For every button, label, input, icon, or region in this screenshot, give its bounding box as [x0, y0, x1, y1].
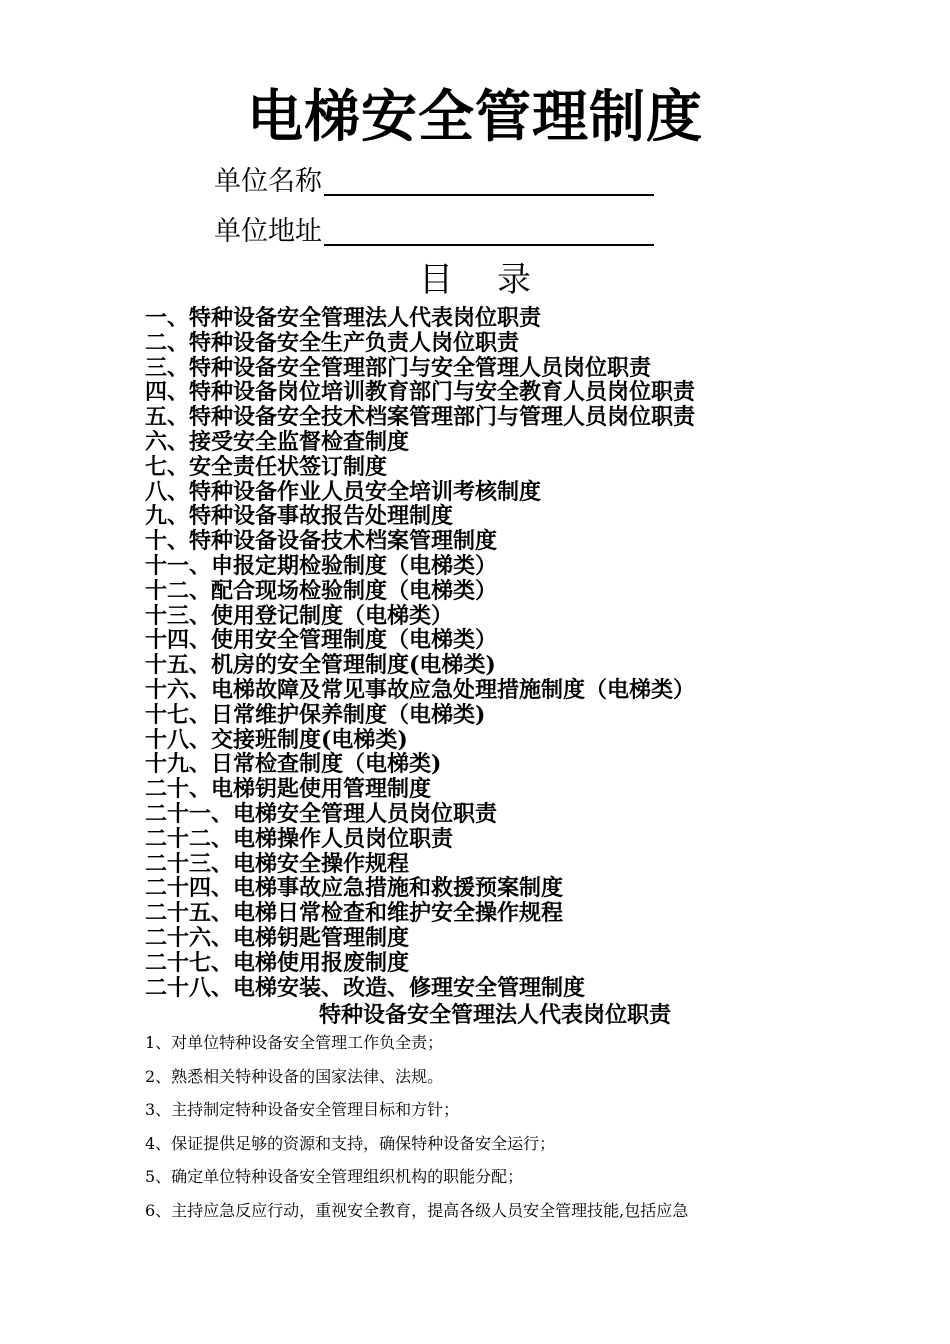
- toc-item: 十、特种设备设备技术档案管理制度: [145, 528, 498, 555]
- section-title: 特种设备安全管理法人代表岗位职责: [318, 1002, 671, 1028]
- toc-item: 十二、配合现场检验制度（电梯类）: [145, 577, 498, 604]
- unit-name-field: [214, 164, 654, 200]
- unit-address-field: [214, 214, 654, 250]
- toc-item: 二、特种设备安全生产负责人岗位职责: [145, 329, 520, 356]
- toc-item: 十三、使用登记制度（电梯类）: [145, 602, 454, 629]
- toc-item: 十九、日常检查制度（电梯类): [145, 751, 442, 778]
- table-of-contents: [145, 306, 695, 1000]
- toc-item: 二十、电梯钥匙使用管理制度: [145, 776, 432, 803]
- toc-item: 四、特种设备岗位培训教育部门与安全教育人员岗位职责: [145, 379, 696, 406]
- duty-item: 6、主持应急反应行动，重视安全教育，提高各级人员安全管理技能,包括应急: [145, 1200, 689, 1220]
- document-title: 电梯安全管理制度: [247, 85, 703, 150]
- toc-item: 十一、申报定期检验制度（电梯类）: [145, 552, 498, 579]
- toc-item: 二十二、电梯操作人员岗位职责: [145, 825, 454, 852]
- unit-address-blank-line: [324, 216, 654, 246]
- duty-item: 2、熟悉相关特种设备的国家法律、法规。: [145, 1066, 444, 1086]
- toc-item: 二十八、电梯安装、改造、修理安全管理制度: [145, 974, 586, 1001]
- toc-item: 一、特种设备安全管理法人代表岗位职责: [145, 305, 542, 331]
- toc-item: 二十七、电梯使用报废制度: [145, 949, 410, 976]
- toc-item: 六、接受安全监督检查制度: [145, 428, 410, 455]
- unit-name-blank-line: [324, 166, 654, 196]
- toc-item: 二十四、电梯事故应急措施和救援预案制度: [145, 875, 564, 902]
- toc-item: 二十六、电梯钥匙管理制度: [145, 924, 410, 951]
- toc-item: 十六、电梯故障及常见事故应急处理措施制度（电梯类）: [145, 676, 696, 703]
- toc-item: 三、特种设备安全管理部门与安全管理人员岗位职责: [145, 354, 652, 381]
- toc-item: 五、特种设备安全技术档案管理部门与管理人员岗位职责: [145, 404, 696, 431]
- duty-item: 3、主持制定特种设备安全管理目标和方针；: [145, 1100, 460, 1120]
- unit-address-label: 单位地址: [214, 216, 322, 247]
- toc-item: 二十一、电梯安全管理人员岗位职责: [145, 800, 498, 827]
- toc-item: 九、特种设备事故报告处理制度: [145, 503, 454, 530]
- toc-item: 十七、日常维护保养制度（电梯类): [145, 701, 486, 728]
- duty-item: 4、保证提供足够的资源和支持，确保特种设备安全运行；: [145, 1133, 556, 1153]
- toc-item: 十四、使用安全管理制度（电梯类）: [145, 627, 498, 654]
- toc-item: 十八、交接班制度(电梯类): [145, 726, 408, 753]
- duty-item: 5、确定单位特种设备安全管理组织机构的职能分配；: [145, 1167, 524, 1187]
- toc-item: 二十五、电梯日常检查和维护安全操作规程: [145, 900, 564, 927]
- toc-item: 十五、机房的安全管理制度(电梯类): [145, 652, 496, 679]
- section-items: [145, 1026, 688, 1228]
- toc-heading: 目录: [419, 260, 575, 300]
- duty-item: 1、对单位特种设备安全管理工作负全责；: [145, 1033, 444, 1052]
- toc-item: 七、安全责任状签订制度: [145, 453, 388, 480]
- toc-item: 八、特种设备作业人员安全培训考核制度: [145, 478, 542, 505]
- toc-item: 二十三、电梯安全操作规程: [145, 850, 410, 877]
- unit-name-label: 单位名称: [214, 166, 322, 197]
